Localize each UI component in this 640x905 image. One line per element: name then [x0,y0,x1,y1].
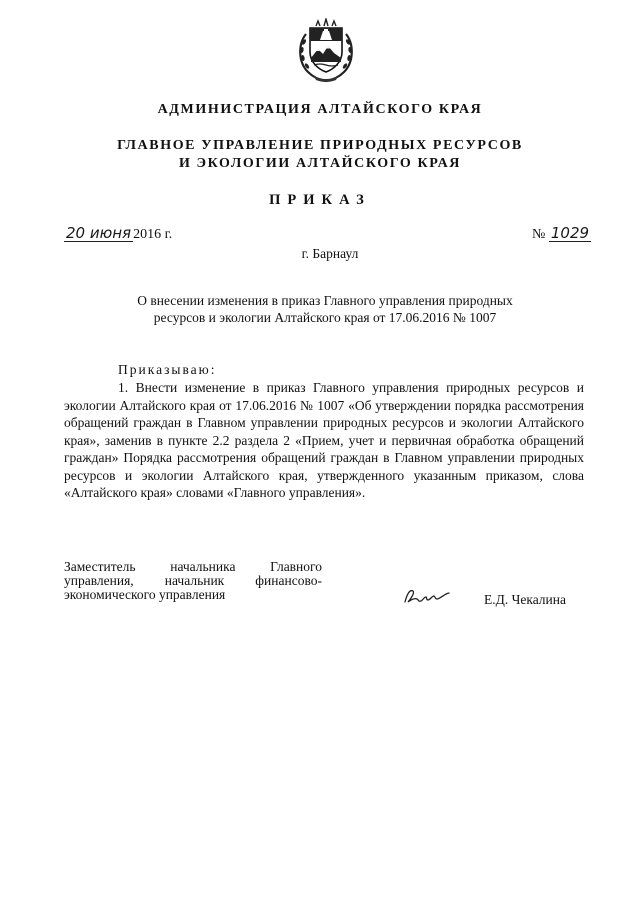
department-heading-line2: И ЭКОЛОГИИ АЛТАЙСКОГО КРАЯ [178,156,462,171]
signatory-name: Е.Д. Чекалина [484,592,566,607]
order-number [532,226,591,243]
handwritten-number: 1029 [550,224,590,242]
number-prefix: № [532,227,546,242]
order-date [64,226,172,243]
order-item-1: 1. Внести изменение в приказ Главного управления природных ресурсов и экологии Алтайского края от 17.06.2016 № 1007 «Об утверждении порядка рассмотрения обращений граждан в Главном управлении природных ресурсов и экологии Алтайского края», заменив в пункте 2.2 раздела 2 «Прием, учет и первичная обработка обращений граждан» Порядка рассмотрения обращений граждан в Главном управлении природных ресурсов и экологии Алтайского края, утвержденного указанным приказом, слова «Алтайского края» словами «Главного управления». [64,380,584,500]
handwritten-date: 20 июня [66,224,132,242]
signatory-title: Заместитель начальника Главного управления, начальник финансово-экономического управления [64,559,322,602]
administration-heading: АДМИНИСТРАЦИЯ АЛТАЙСКОГО КРАЯ [157,102,483,117]
order-subject: О внесении изменения в приказ Главного управления природных ресурсов и экологии Алтайского края от 17.06.2016 № 1007 [137,293,513,325]
date-year: 2016 г. [133,227,173,242]
document-type-title: ПРИКАЗ [269,192,371,208]
order-directive-word: Приказываю: [118,362,217,377]
city-line: г. Барнаул [301,246,359,261]
coat-of-arms-emblem [296,18,356,84]
department-heading-line1: ГЛАВНОЕ УПРАВЛЕНИЕ ПРИРОДНЫХ РЕСУРСОВ [117,138,523,153]
handwritten-signature [402,585,452,607]
